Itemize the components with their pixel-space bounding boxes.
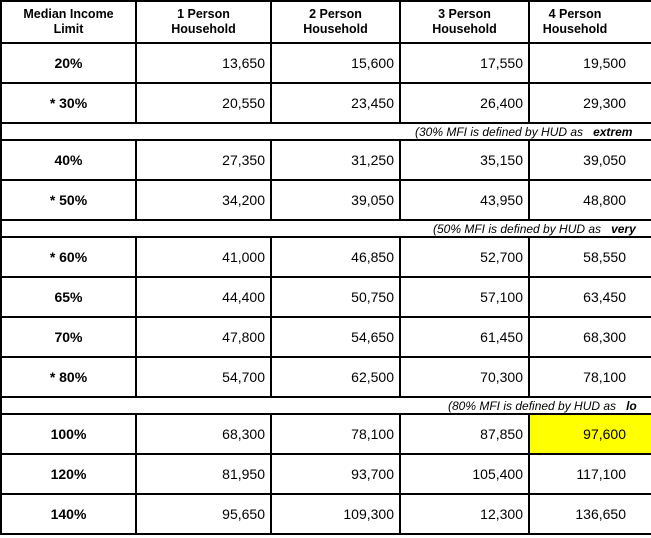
three-person-cell: 52,700	[400, 237, 529, 277]
one-person-cell: 41,000	[136, 237, 271, 277]
table-row	[1, 43, 651, 83]
two-person-cell: 15,600	[271, 43, 400, 83]
note-row	[1, 220, 651, 237]
note-80-mfi	[448, 399, 637, 413]
note-emphasis: very	[611, 221, 636, 236]
three-person-cell: 43,950	[400, 180, 529, 220]
table-row	[1, 414, 651, 454]
two-person-cell: 46,850	[271, 237, 400, 277]
four-person-cell	[529, 357, 651, 397]
header-line: Household	[171, 22, 236, 36]
three-person-cell: 57,100	[400, 277, 529, 317]
four-person-value: 19,500	[583, 55, 626, 71]
table-row	[1, 357, 651, 397]
two-person-cell: 54,650	[271, 317, 400, 357]
four-person-value: 78,100	[583, 369, 626, 385]
four-person-cell	[529, 83, 651, 123]
header-line: 4 Person	[548, 7, 602, 21]
table-row	[1, 277, 651, 317]
note-emphasis: lo	[626, 398, 637, 413]
note-row	[1, 123, 651, 140]
note-text: (80% MFI is defined by HUD as	[448, 398, 617, 413]
header-line: 3 Person	[438, 7, 491, 21]
four-person-value: 68,300	[583, 329, 626, 345]
four-person-value: 63,450	[583, 289, 626, 305]
header-line: Household	[542, 22, 608, 36]
one-person-cell: 81,950	[136, 454, 271, 494]
four-person-value: 39,050	[583, 152, 626, 168]
note-row	[1, 397, 651, 414]
four-person-value: 136,650	[575, 506, 626, 522]
two-person-cell: 93,700	[271, 454, 400, 494]
one-person-cell: 47,800	[136, 317, 271, 357]
header-line: 1 Person	[177, 7, 230, 21]
four-person-cell-highlighted	[529, 414, 651, 454]
median-income-cell: * 50%	[1, 180, 136, 220]
four-person-cell	[529, 454, 651, 494]
four-person-cell	[529, 277, 651, 317]
four-person-cell	[529, 494, 651, 534]
median-income-cell: * 80%	[1, 357, 136, 397]
header-line: 2 Person	[309, 7, 362, 21]
three-person-cell: 17,550	[400, 43, 529, 83]
note-cell	[1, 220, 651, 237]
table-row	[1, 140, 651, 180]
one-person-cell: 13,650	[136, 43, 271, 83]
two-person-cell: 78,100	[271, 414, 400, 454]
four-person-cell	[529, 180, 651, 220]
median-income-cell: * 30%	[1, 83, 136, 123]
note-cell	[1, 123, 651, 140]
three-person-cell: 26,400	[400, 83, 529, 123]
table-row	[1, 317, 651, 357]
table-row	[1, 83, 651, 123]
one-person-cell: 44,400	[136, 277, 271, 317]
median-income-cell: 40%	[1, 140, 136, 180]
four-person-value: 97,600	[583, 426, 626, 442]
four-person-value: 58,550	[583, 249, 626, 265]
note-text: (30% MFI is defined by HUD as	[415, 124, 584, 139]
header-median-income-limit	[1, 1, 136, 43]
note-50-mfi	[433, 222, 636, 236]
one-person-cell: 20,550	[136, 83, 271, 123]
three-person-cell: 35,150	[400, 140, 529, 180]
median-income-cell: 70%	[1, 317, 136, 357]
header-line: Median Income	[23, 7, 114, 21]
four-person-value: 48,800	[583, 192, 626, 208]
median-income-cell: 120%	[1, 454, 136, 494]
note-text: (50% MFI is defined by HUD as	[433, 221, 602, 236]
header-1-person	[136, 1, 271, 43]
three-person-cell: 105,400	[400, 454, 529, 494]
three-person-cell: 61,450	[400, 317, 529, 357]
four-person-cell	[529, 237, 651, 277]
one-person-cell: 54,700	[136, 357, 271, 397]
one-person-cell: 95,650	[136, 494, 271, 534]
two-person-cell: 50,750	[271, 277, 400, 317]
median-income-cell: 140%	[1, 494, 136, 534]
three-person-cell: 70,300	[400, 357, 529, 397]
two-person-cell: 39,050	[271, 180, 400, 220]
table-row	[1, 180, 651, 220]
four-person-value: 29,300	[583, 95, 626, 111]
median-income-cell: * 60%	[1, 237, 136, 277]
header-3-person	[400, 1, 529, 43]
header-4-person	[529, 1, 651, 43]
one-person-cell: 68,300	[136, 414, 271, 454]
four-person-value: 117,100	[576, 466, 626, 482]
two-person-cell: 23,450	[271, 83, 400, 123]
two-person-cell: 62,500	[271, 357, 400, 397]
median-income-cell: 100%	[1, 414, 136, 454]
note-emphasis: extrem	[593, 124, 633, 139]
four-person-cell	[529, 43, 651, 83]
note-cell	[1, 397, 651, 414]
median-income-cell: 20%	[1, 43, 136, 83]
two-person-cell: 109,300	[271, 494, 400, 534]
header-row	[1, 1, 651, 43]
one-person-cell: 34,200	[136, 180, 271, 220]
two-person-cell: 31,250	[271, 140, 400, 180]
one-person-cell: 27,350	[136, 140, 271, 180]
table-row	[1, 237, 651, 277]
note-30-mfi	[415, 125, 632, 139]
median-income-cell: 65%	[1, 277, 136, 317]
three-person-cell: 87,850	[400, 414, 529, 454]
header-line: Limit	[53, 22, 84, 36]
table-row	[1, 454, 651, 494]
four-person-cell	[529, 317, 651, 357]
table-row	[1, 494, 651, 534]
three-person-cell: 12,300	[400, 494, 529, 534]
header-line: Household	[303, 22, 368, 36]
four-person-cell	[529, 140, 651, 180]
header-line: Household	[432, 22, 497, 36]
header-2-person	[271, 1, 400, 43]
